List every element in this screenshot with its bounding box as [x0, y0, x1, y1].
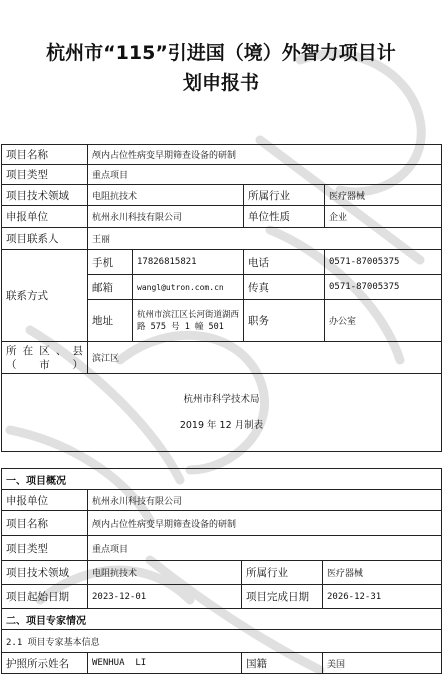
address-label: 地址 [88, 300, 133, 342]
industry-value: 医疗器械 [325, 185, 442, 206]
phone-value: 0571-87005375 [325, 250, 442, 275]
issuer-date: 2019 年 12 月制表 [179, 419, 264, 431]
applicant-label: 申报单位 [2, 206, 88, 228]
contact-method-label: 联系方式 [2, 250, 88, 342]
section2-heading: 二、项目专家情况 [2, 609, 442, 630]
document-title [0, 38, 442, 98]
section2-sub-row [2, 630, 442, 653]
section1-heading-row [2, 469, 442, 490]
row-mobile [2, 250, 442, 275]
email-label: 邮箱 [88, 275, 133, 300]
district-label: 所在区、县（市） [2, 342, 88, 374]
passport-name-value: WENHUA LI [88, 653, 242, 674]
unit-nature-value: 企业 [325, 206, 442, 228]
s1-project-name-value: 颅内占位性病变早期筛查设备的研制 [88, 511, 442, 536]
address-value: 杭州市滨江区长河街道湖西路 575 号 1 幢 501 [133, 300, 244, 342]
title-line-2: 划申报书 [182, 72, 259, 94]
s1-row-tech-field [2, 561, 442, 585]
project-name-label: 项目名称 [2, 145, 88, 165]
s1-applicant-value: 杭州永川科技有限公司 [88, 490, 442, 511]
s1-row-project-name [2, 511, 442, 536]
row-applicant [2, 206, 442, 228]
fax-label: 传真 [244, 275, 325, 300]
mobile-label: 手机 [88, 250, 133, 275]
project-type-label: 项目类型 [2, 165, 88, 185]
s1-end-label: 项目完成日期 [242, 585, 323, 609]
tech-field-label: 项目技术领域 [2, 185, 88, 206]
unit-nature-label: 单位性质 [244, 206, 325, 228]
passport-name-label: 护照所示姓名 [2, 653, 88, 674]
s2-row-passport [2, 653, 442, 674]
cover-info-table [1, 144, 442, 452]
project-overview-table [1, 468, 442, 674]
title-line-1: 杭州市“115”引进国（境）外智力项目计 [46, 42, 396, 64]
contact-value: 王丽 [88, 228, 442, 250]
project-name-value: 颅内占位性病变早期筛查设备的研制 [88, 145, 442, 165]
applicant-value: 杭州永川科技有限公司 [88, 206, 244, 228]
s1-applicant-label: 申报单位 [2, 490, 88, 511]
issuer-org: 杭州市科学技术局 [183, 393, 260, 405]
s1-tech-field-value: 电阻抗技术 [88, 561, 242, 585]
s1-project-name-label: 项目名称 [2, 511, 88, 536]
mobile-value: 17826815821 [133, 250, 244, 275]
s1-row-dates [2, 585, 442, 609]
position-label: 职务 [244, 300, 325, 342]
s1-start-label: 项目起始日期 [2, 585, 88, 609]
industry-label: 所属行业 [244, 185, 325, 206]
row-tech-field [2, 185, 442, 206]
email-value: wangl@utron.com.cn [133, 275, 244, 300]
row-issuer [2, 374, 442, 452]
nationality-label: 国籍 [242, 653, 323, 674]
s1-project-type-label: 项目类型 [2, 536, 88, 561]
s1-project-type-value: 重点项目 [88, 536, 442, 561]
issuer-block [2, 374, 442, 452]
contact-label: 项目联系人 [2, 228, 88, 250]
row-contact-person [2, 228, 442, 250]
position-value: 办公室 [325, 300, 442, 342]
section2-heading-row [2, 609, 442, 630]
s1-tech-field-label: 项目技术领域 [2, 561, 88, 585]
tech-field-value: 电阻抗技术 [88, 185, 244, 206]
section1-heading: 一、项目概况 [2, 469, 442, 490]
row-district [2, 342, 442, 374]
phone-label: 电话 [244, 250, 325, 275]
s1-row-project-type [2, 536, 442, 561]
row-project-name [2, 145, 442, 165]
section2-subheading: 2.1 项目专家基本信息 [2, 630, 442, 653]
row-project-type [2, 165, 442, 185]
s1-start-value: 2023-12-01 [88, 585, 242, 609]
s1-row-applicant [2, 490, 442, 511]
nationality-value: 美国 [323, 653, 442, 674]
s1-end-value: 2026-12-31 [323, 585, 442, 609]
project-type-value: 重点项目 [88, 165, 442, 185]
s1-industry-label: 所属行业 [242, 561, 323, 585]
district-value: 滨江区 [88, 342, 442, 374]
s1-industry-value: 医疗器械 [323, 561, 442, 585]
fax-value: 0571-87005375 [325, 275, 442, 300]
